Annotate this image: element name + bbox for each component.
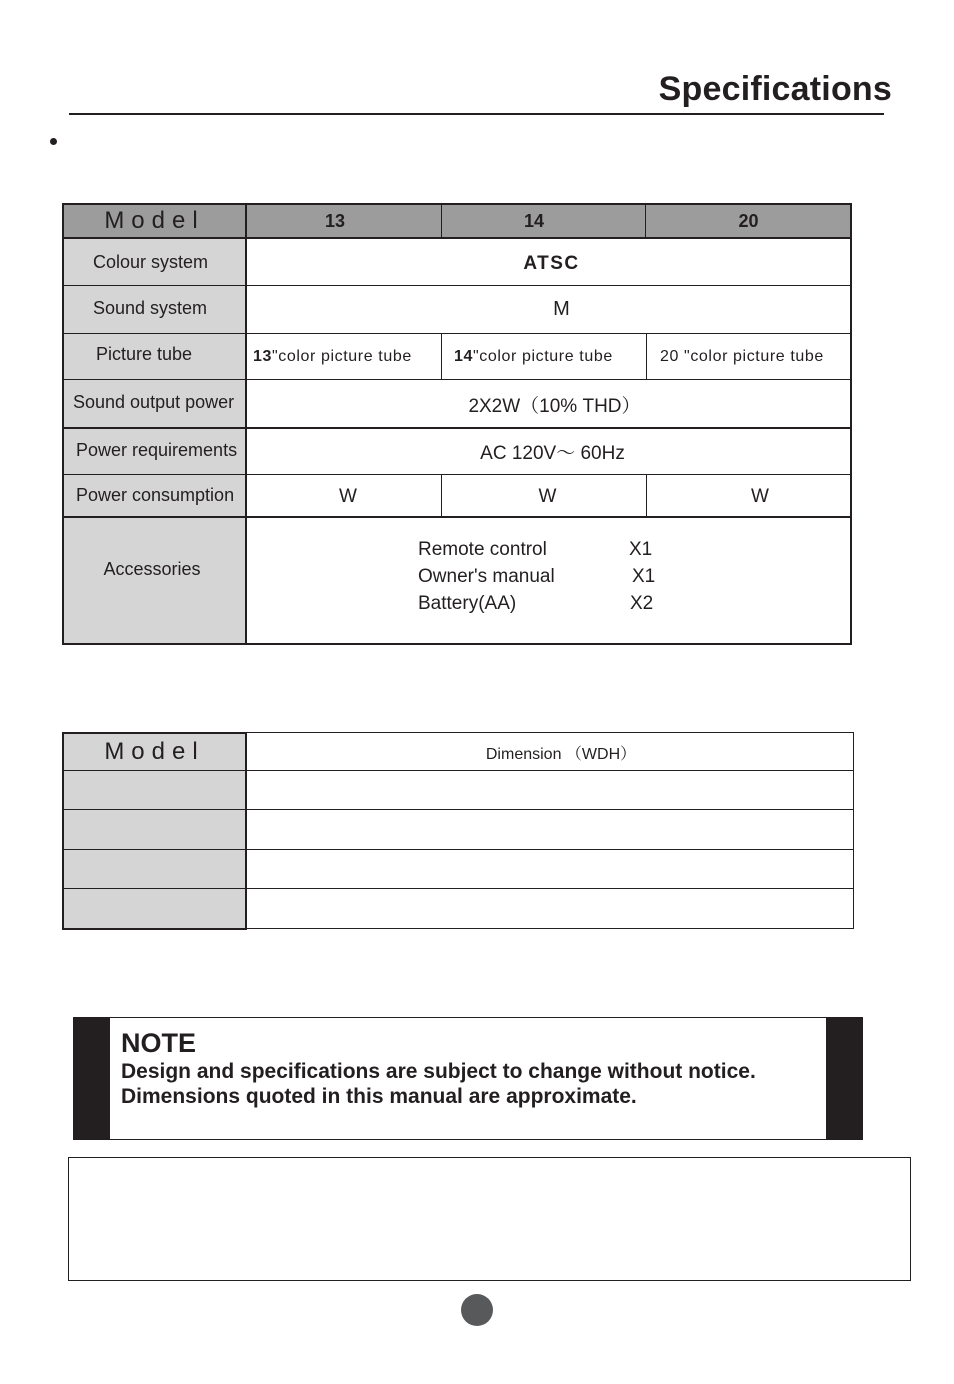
table-border [62, 379, 852, 380]
table-border [645, 203, 646, 238]
spec-header-model: Model [63, 204, 246, 238]
sound-system-value: M [553, 298, 570, 320]
picture-tube-label: Picture tube [96, 343, 193, 364]
table-border [62, 732, 246, 734]
accessory-name: Owner's manual [418, 566, 555, 587]
bullet-icon [50, 138, 57, 145]
table-border [62, 474, 852, 475]
power-requirements-value: AC 120V～ 60Hz [480, 443, 625, 464]
title-rule [69, 113, 884, 115]
spec-header-model-13: 13 [246, 204, 442, 238]
table-border [646, 333, 647, 380]
accessories-list [418, 536, 678, 617]
table-border [62, 770, 854, 771]
note-title: NOTE [121, 1028, 197, 1058]
table-border [62, 849, 854, 850]
table-border [246, 928, 854, 929]
table-border [441, 333, 442, 380]
sound-system-label: Sound system [93, 298, 208, 318]
table-border [62, 643, 852, 645]
note-right-bar [826, 1017, 863, 1140]
table-border [853, 732, 854, 929]
spec-header-model-20: 20 [646, 204, 851, 238]
table-border [646, 474, 647, 517]
table-border [441, 203, 442, 238]
table-border [62, 516, 852, 518]
page-title: Specifications [658, 70, 892, 108]
note-line-2: Dimensions quoted in this manual are approximate. [121, 1085, 637, 1108]
list-item [418, 536, 678, 563]
picture-tube-14: 14 "color picture tube [454, 348, 613, 365]
accessory-name: Battery(AA) [418, 593, 517, 614]
sound-output-power-value: 2X2W（10% THD） [468, 395, 641, 417]
power-consumption-13: W [339, 486, 357, 507]
accessory-qty: X1 [629, 539, 653, 560]
note-line-1: Design and specifications are subject to change without notice. [121, 1060, 756, 1083]
table-border [62, 888, 854, 889]
table-border [62, 427, 852, 429]
power-consumption-label: Power consumption [76, 484, 235, 505]
table-border [441, 474, 442, 517]
table-border [62, 203, 852, 205]
picture-tube-20: 20 "color picture tube [660, 348, 824, 365]
table-border [245, 732, 247, 930]
table-border [245, 203, 247, 645]
table-border [62, 928, 246, 930]
table-border [62, 333, 852, 334]
power-consumption-14: W [538, 486, 557, 507]
table-border [246, 732, 854, 733]
dimension-header: Dimension （WDH） [485, 745, 637, 763]
colour-system-value: ATSC [523, 252, 580, 274]
dimension-header-model: Model [104, 737, 205, 765]
table-border [62, 203, 64, 645]
list-item [418, 590, 678, 617]
note-left-bar [73, 1017, 110, 1140]
accessory-qty: X2 [630, 593, 654, 614]
page-number-circle [461, 1294, 493, 1326]
blank-box [68, 1157, 911, 1281]
sound-output-power-label: Sound output power [73, 392, 235, 412]
accessory-name: Remote control [418, 539, 547, 560]
accessory-qty: X1 [632, 566, 656, 587]
table-border [850, 203, 852, 645]
power-requirements-label: Power requirements [76, 439, 238, 460]
table-border [62, 809, 854, 810]
power-consumption-20: W [751, 486, 769, 507]
picture-tube-13: 13 "color picture tube [253, 348, 412, 365]
note-box [73, 1017, 863, 1140]
list-item [418, 563, 678, 590]
spec-header-model-14: 14 [442, 204, 646, 238]
table-border [62, 285, 852, 286]
table-border [62, 732, 64, 930]
table-border [62, 237, 852, 239]
colour-system-label: Colour system [93, 252, 209, 272]
accessories-label: Accessories [103, 559, 201, 579]
